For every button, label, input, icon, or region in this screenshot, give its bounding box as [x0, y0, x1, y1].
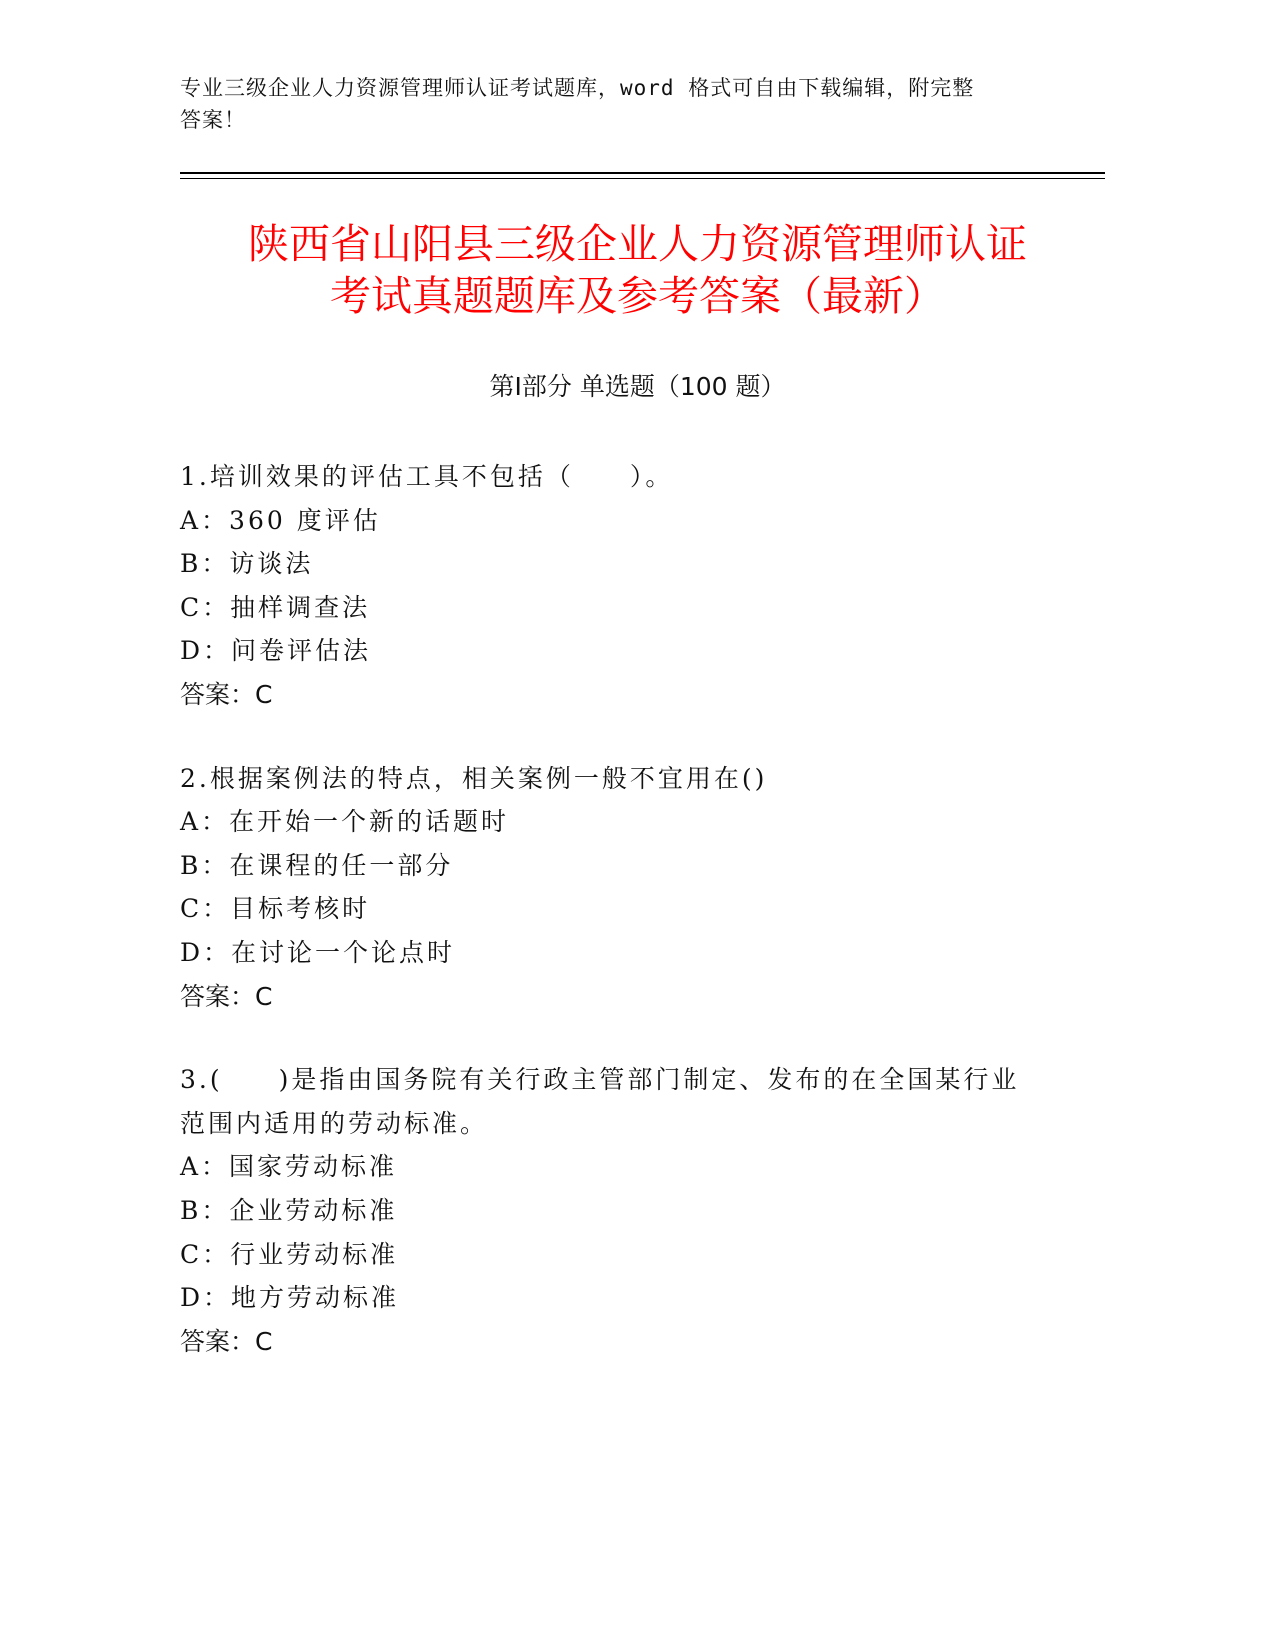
option-c: C：抽样调查法	[180, 592, 371, 622]
option-d: D：问卷评估法	[180, 636, 372, 666]
document-title-line-2: 考试真题题库及参考答案（最新）	[330, 272, 945, 320]
question-2	[180, 757, 1060, 1019]
option-b: B：访谈法	[180, 549, 314, 579]
option-c: C：行业劳动标准	[180, 1239, 399, 1269]
option-a: A：在开始一个新的话题时	[180, 807, 510, 837]
answer: 答案：C	[180, 981, 273, 1011]
header-note	[180, 72, 1060, 136]
question-stem: 3.( )是指由国务院有关行政主管部门制定、发布的在全国某行业	[180, 1065, 1020, 1095]
header-divider-thin	[180, 178, 1105, 179]
option-a: A：360 度评估	[180, 505, 381, 535]
option-b: B：在课程的任一部分	[180, 850, 454, 880]
header-divider-thick	[180, 172, 1105, 174]
question-3	[180, 1058, 1060, 1363]
option-d: D：在讨论一个论点时	[180, 937, 456, 967]
answer: 答案：C	[180, 1326, 273, 1356]
question-stem: 2.根据案例法的特点，相关案例一般不宜用在()	[180, 763, 768, 793]
question-list	[180, 455, 1060, 1403]
document-title-line-1: 陕西省山阳县三级企业人力资源管理师认证	[248, 220, 1027, 268]
answer: 答案：C	[180, 679, 273, 709]
option-b: B：企业劳动标准	[180, 1195, 398, 1225]
question-1	[180, 455, 1060, 717]
document-title	[120, 218, 1155, 322]
header-note-line-2: 答案！	[180, 108, 246, 132]
question-stem-continued: 范围内适用的劳动标准。	[180, 1108, 489, 1138]
section-title: 第Ⅰ部分 单选题（100 题）	[489, 372, 786, 401]
option-a: A：国家劳动标准	[180, 1152, 398, 1182]
header-note-line-1: 专业三级企业人力资源管理师认证考试题库，word 格式可自由下载编辑，附完整	[180, 76, 975, 100]
option-d: D：地方劳动标准	[180, 1283, 400, 1313]
question-stem: 1.培训效果的评估工具不包括（ ）。	[180, 462, 674, 491]
option-c: C：目标考核时	[180, 894, 371, 924]
